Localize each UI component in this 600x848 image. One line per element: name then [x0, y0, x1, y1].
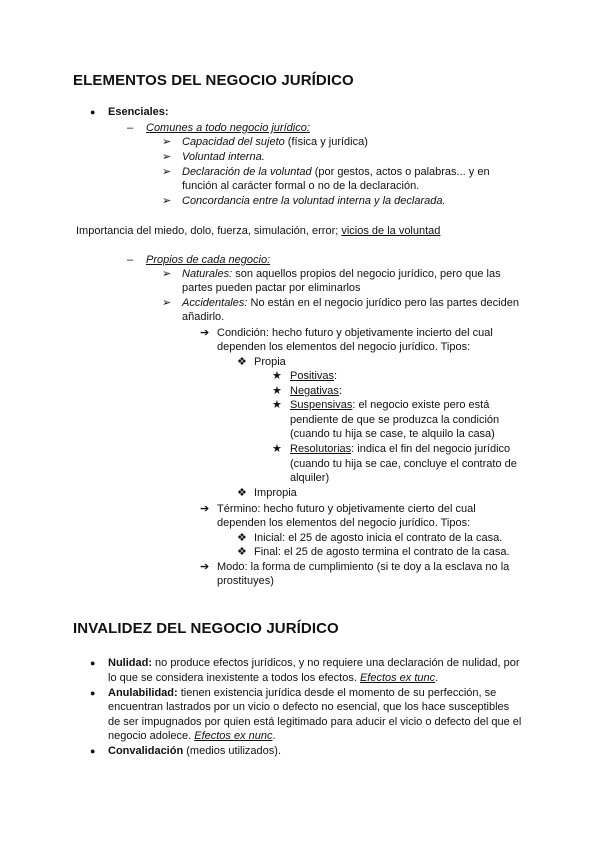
nulidad-line1: Nulidad: no produce efectos jurídicos, y no requiere una declaración de nulidad, por [108, 657, 520, 669]
suspensivas-cont-1: pendiente de que se produzca la condición [290, 414, 500, 426]
item-declaracion-cont: función al carácter formal o no de la declaración. [182, 180, 420, 192]
anulabilidad-line3: de ser impugnados por quien está legitimado para aducir el vicio o defecto del que el [108, 716, 522, 728]
anulabilidad-line1: Anulabilidad: tienen existencia jurídica desde el momento de su perfección, se [108, 687, 497, 699]
star-icon: ★ [272, 443, 282, 455]
resolutorias-cont-2: alquiler) [290, 472, 330, 484]
suspensivas-cont-2: (cuando tu hija se case, te alquilo la casa) [290, 428, 495, 440]
star-icon: ★ [272, 399, 282, 411]
arrowhead-icon: ➢ [162, 195, 172, 207]
arrow-right-icon: ➔ [200, 561, 210, 573]
anulabilidad-line4: negocio adolece. Efectos ex nunc. [108, 730, 276, 742]
arrowhead-icon: ➢ [162, 151, 172, 163]
accidentales-item: Accidentales: No están en el negocio jurídico pero las partes deciden [182, 297, 519, 309]
accidentales-cont: añadirlo. [182, 311, 225, 323]
bullet-dot: ● [90, 658, 96, 668]
diamond-icon: ❖ [237, 356, 247, 368]
arrow-right-icon: ➔ [200, 327, 210, 339]
comunes-label: Comunes a todo negocio jurídico: [146, 122, 310, 134]
bullet-dot: ● [90, 746, 96, 756]
section-title-elementos: ELEMENTOS DEL NEGOCIO JURÍDICO [73, 72, 354, 89]
item-capacidad: Capacidad del sujeto (física y jurídica) [182, 136, 368, 148]
vicios-link: vicios de la voluntad [341, 225, 441, 237]
condicion-line1: Condición: hecho futuro y objetivamente incierto del cual [217, 327, 493, 339]
arrow-right-icon: ➔ [200, 503, 210, 515]
arrowhead-icon: ➢ [162, 297, 172, 309]
bullet-dot: ● [90, 688, 96, 698]
dash-marker: – [127, 122, 134, 134]
arrowhead-icon: ➢ [162, 268, 172, 280]
diamond-icon: ❖ [237, 487, 247, 499]
termino-inicial: Inicial: el 25 de agosto inicia el contrato de la casa. [254, 532, 503, 544]
positivas-item: Positivas: [290, 370, 338, 382]
propios-label: Propios de cada negocio: [146, 254, 271, 266]
section-title-invalidez: INVALIDEZ DEL NEGOCIO JURÍDICO [73, 620, 339, 637]
diamond-icon: ❖ [237, 546, 247, 558]
item-concordancia: Concordancia entre la voluntad interna y la declarada. [182, 195, 446, 207]
arrowhead-icon: ➢ [162, 166, 172, 178]
nulidad-line2: lo que se considera inexistente a todos los efectos. Efectos ex tunc. [108, 672, 439, 684]
convalidacion-item: Convalidación (medios utilizados). [108, 745, 282, 757]
dash-marker: – [127, 254, 134, 266]
termino-final: Final: el 25 de agosto termina el contrato de la casa. [254, 546, 510, 558]
resolutorias-cont-1: (cuando tu hija se cae, concluye el contrato de [290, 458, 517, 470]
naturales-item: Naturales: son aquellos propios del negocio jurídico, pero que las [182, 268, 501, 280]
item-voluntad-interna: Voluntad interna. [182, 151, 265, 163]
esenciales-label: Esenciales: [108, 106, 169, 118]
modo-line1: Modo: la forma de cumplimiento (si te doy a la esclava no la [217, 561, 510, 573]
item-declaracion: Declaración de la voluntad (por gestos, actos o palabras... y en [182, 166, 490, 178]
naturales-cont: partes pueden pactar por eliminarlos [182, 282, 361, 294]
importancia-text: Importancia del miedo, dolo, fuerza, simulación, error; vicios de la voluntad [76, 225, 441, 237]
termino-line1: Término: hecho futuro y objetivamente cierto del cual [217, 503, 476, 515]
arrowhead-icon: ➢ [162, 136, 172, 148]
bullet-dot: ● [90, 107, 96, 117]
star-icon: ★ [272, 370, 282, 382]
suspensivas-item: Suspensivas: el negocio existe pero está [290, 399, 490, 411]
modo-line2: prostituyes) [217, 575, 274, 587]
propia-label: Propia [254, 356, 286, 368]
termino-line2: dependen los elementos del negocio jurídico. Tipos: [217, 517, 471, 529]
diamond-icon: ❖ [237, 532, 247, 544]
negativas-item: Negativas: [290, 385, 342, 397]
impropia-label: Impropia [254, 487, 297, 499]
condicion-line2: dependen los elementos del negocio jurídico. Tipos: [217, 341, 471, 353]
anulabilidad-line2: encuentran lastrados por un vicio o defecto no esencial, que los hace susceptibles [108, 701, 510, 713]
resolutorias-item: Resolutorias: indica el fin del negocio jurídico [290, 443, 511, 455]
star-icon: ★ [272, 385, 282, 397]
